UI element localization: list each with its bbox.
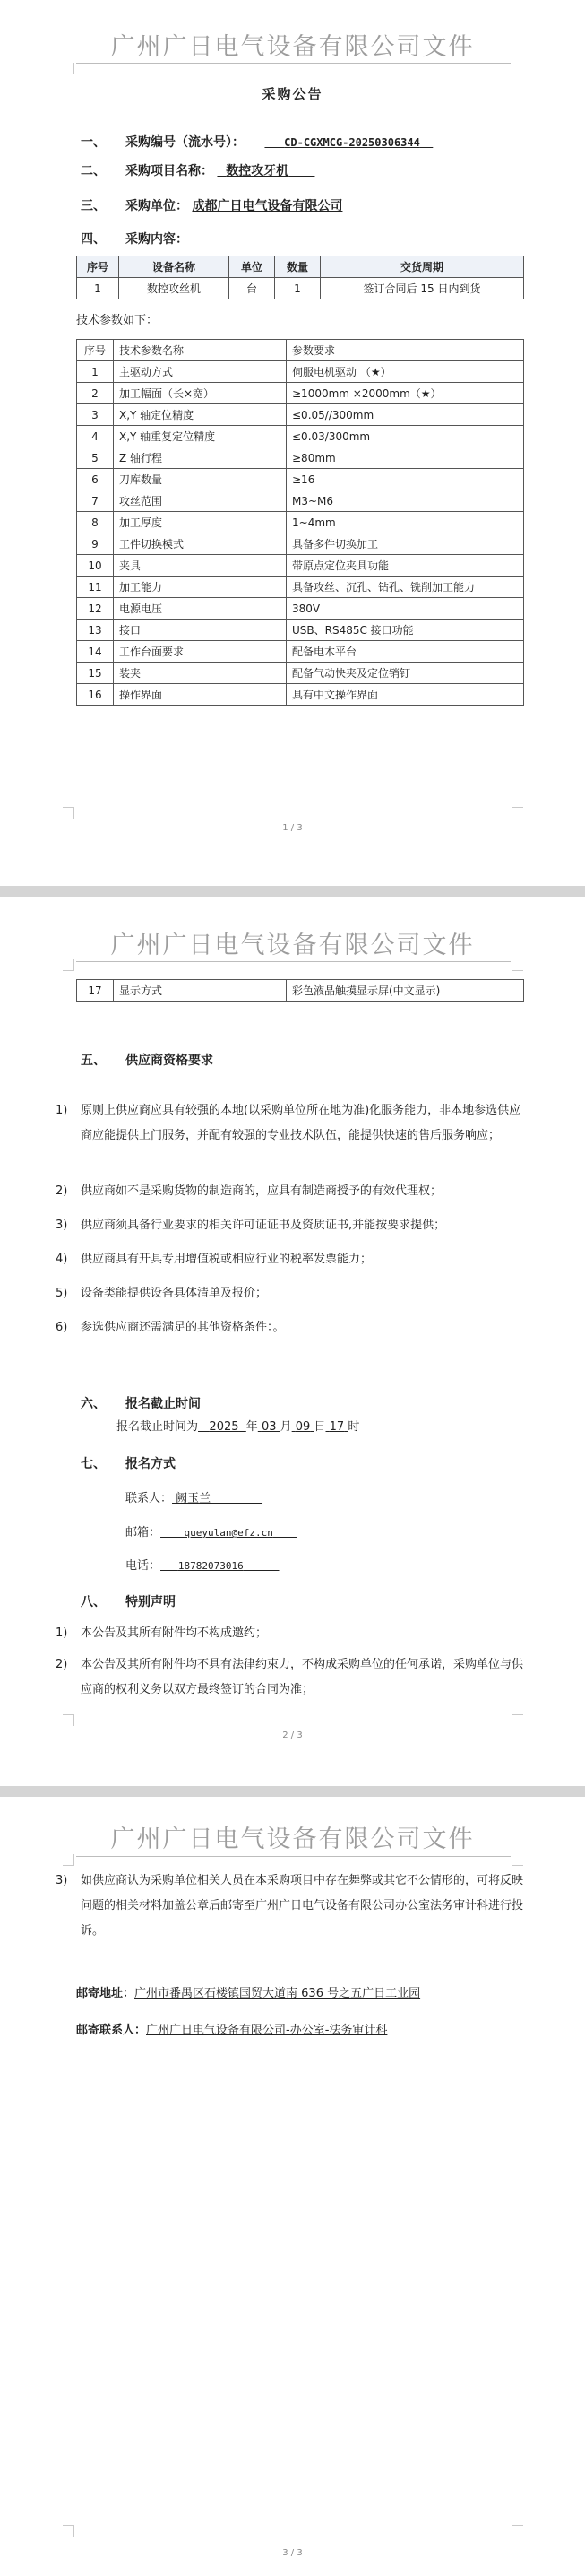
doc-header: 广州广日电气设备有限公司文件: [110, 33, 475, 61]
tech-cell: 具有中文操作界面: [287, 684, 524, 706]
mail-recipient-line: 邮寄联系人：广州广日电气设备有限公司-办公室-法务审计科: [76, 2024, 388, 2037]
tech-row: [77, 533, 524, 555]
email-line: 邮箱： queyulan@efz.cn: [125, 1526, 273, 1540]
tech-cell: USB、RS485C 接口功能: [287, 620, 524, 641]
section-special-statement: 八、 特别声明: [81, 1595, 176, 1609]
purchase-header-cell: 单位: [229, 256, 275, 278]
tech-cell: 380V: [287, 598, 524, 620]
tech-cell: 具备攻丝、沉孔、钻孔、铣削加工能力: [287, 577, 524, 598]
doc-header: 广州广日电气设备有限公司文件: [110, 932, 475, 959]
tech-row: [77, 490, 524, 512]
tech-cell: 11: [77, 577, 114, 598]
tech-cell: X,Y 轴定位精度: [114, 404, 287, 426]
tech-cell: 工件切换模式: [114, 533, 287, 555]
tech-cell: 工作台面要求: [114, 641, 287, 663]
section-registration: 七、 报名方式: [81, 1457, 176, 1471]
tech-cell: 夹具: [114, 555, 287, 577]
page-2: [0, 897, 585, 1786]
tech-cell: 电源电压: [114, 598, 287, 620]
tech-cell: M3~M6: [287, 490, 524, 512]
tech-cell: ≥1000mm ×2000mm（★）: [287, 383, 524, 404]
tech-cell: 17: [77, 980, 114, 1002]
tech-row: [77, 663, 524, 684]
mail-address-line: 邮寄地址：广州市番禺区石楼镇国贸大道南 636 号之五广日工业园: [76, 1987, 421, 2000]
phone-line: 电话： 18782073016: [125, 1559, 244, 1573]
tech-cell: Z 轴行程: [114, 447, 287, 469]
tech-row: [77, 980, 524, 1002]
header-divider: [76, 1856, 511, 1857]
section-purchase-content: 四、 采购内容：: [81, 232, 188, 247]
tech-row: [77, 620, 524, 641]
tech-cell: 显示方式: [114, 980, 287, 1002]
tech-cell: 16: [77, 684, 114, 706]
tech-header-cell: 序号: [77, 340, 114, 361]
tech-row: [77, 361, 524, 383]
deadline-line: 报名截止时间为 2025 年 03 月 09 日 17 时: [116, 1420, 360, 1434]
header-divider: [76, 961, 511, 962]
mail-address: 广州市番禺区石楼镇国贸大道南 636 号之五广日工业园: [134, 1987, 421, 2000]
tech-spec-table-continued: [76, 979, 524, 1002]
section-deadline: 六、 报名截止时间: [81, 1397, 201, 1411]
tech-cell: 3: [77, 404, 114, 426]
statement-item: 2) 本公告及其所有附件均不具有法律约束力，不构成采购单位的任何承诺，采购单位与供应商的权利义务以双方最终签订的合同为准；: [56, 1658, 524, 1696]
tech-cell: 1~4mm: [287, 512, 524, 533]
tech-cell: 加工能力: [114, 577, 287, 598]
tech-intro: 技术参数如下：: [76, 314, 159, 327]
header-divider: [76, 63, 511, 64]
phone-value: 18782073016: [177, 1560, 244, 1572]
purchase-table: [76, 256, 524, 299]
tech-cell: 加工幅面（长×宽）: [114, 383, 287, 404]
tech-row: [77, 598, 524, 620]
section-supplier-qualification: 五、 供应商资格要求: [81, 1054, 213, 1068]
page-number: 2 / 3: [282, 1730, 303, 1740]
page-number: 1 / 3: [282, 823, 303, 833]
tech-row: [77, 555, 524, 577]
tech-header-cell: 技术参数名称: [114, 340, 287, 361]
tech-cell: 13: [77, 620, 114, 641]
qualification-item: 6) 参选供应商还需满足的其他资格条件：。: [56, 1321, 285, 1334]
tech-cell: X,Y 轴重复定位精度: [114, 426, 287, 447]
tech-row: [77, 404, 524, 426]
purchase-cell: 数控攻丝机: [119, 278, 229, 299]
tech-cell: 加工厚度: [114, 512, 287, 533]
tech-row: [77, 641, 524, 663]
tech-cell: 配备电木平台: [287, 641, 524, 663]
tech-cell: 1: [77, 361, 114, 383]
qualification-item: 2) 供应商如不是采购货物的制造商的，应具有制造商授予的有效代理权；: [56, 1184, 443, 1198]
purchase-cell: 签订合同后 15 日内到货: [321, 278, 524, 299]
tech-cell: ≥80mm: [287, 447, 524, 469]
tech-cell: 主驱动方式: [114, 361, 287, 383]
page-number: 3 / 3: [282, 2548, 303, 2558]
page-title: 采购公告: [262, 86, 323, 102]
purchase-cell: 1: [275, 278, 321, 299]
qualification-item: 5) 设备类能提供设备具体清单及报价；: [56, 1287, 268, 1300]
tech-cell: 刀库数量: [114, 469, 287, 490]
contact-line: 联系人： 阙玉兰: [125, 1492, 211, 1505]
tech-row: [77, 469, 524, 490]
tech-row: [77, 383, 524, 404]
page-1: [0, 0, 585, 886]
tech-cell: 配备气动快夹及定位销钉: [287, 663, 524, 684]
statement-item: 3) 如供应商认为采购单位相关人员在本采购项目中存在舞弊或其它不公情形的，可将反映问题的相关材料加盖公章后邮寄至广州广日电气设备有限公司办公室法务审计科进行投诉。: [56, 1874, 524, 1938]
tech-row: [77, 447, 524, 469]
tech-cell: 12: [77, 598, 114, 620]
section-procurement-number: 一、 采购编号（流水号）： CD-CGXMCG-20250306344: [81, 135, 420, 150]
deadline-year: 2025: [209, 1420, 239, 1434]
tech-cell: 7: [77, 490, 114, 512]
tech-cell: 具备多件切换加工: [287, 533, 524, 555]
purchase-header-cell: 数量: [275, 256, 321, 278]
qualification-item: 4) 供应商具有开具专用增值税或相应行业的税率发票能力；: [56, 1253, 373, 1266]
deadline-hour: 17: [329, 1420, 345, 1434]
tech-cell: 彩色液晶触摸显示屏(中文显示): [287, 980, 524, 1002]
purchase-header-cell: 设备名称: [119, 256, 229, 278]
purchase-header-cell: 交货周期: [321, 256, 524, 278]
page-3: [0, 1797, 585, 2576]
tech-cell: ≤0.03/300mm: [287, 426, 524, 447]
tech-cell: ≤0.05//300mm: [287, 404, 524, 426]
tech-header-cell: 参数要求: [287, 340, 524, 361]
tech-row: [77, 577, 524, 598]
qualification-item: 3) 供应商须具备行业要求的相关许可证证书及资质证书,并能按要求提供；: [56, 1219, 446, 1232]
tech-cell: 装夹: [114, 663, 287, 684]
tech-cell: 攻丝范围: [114, 490, 287, 512]
tech-spec-table: [76, 339, 524, 706]
tech-cell: 10: [77, 555, 114, 577]
tech-cell: 6: [77, 469, 114, 490]
tech-cell: 2: [77, 383, 114, 404]
contact-name: 阙玉兰: [176, 1492, 211, 1505]
doc-header: 广州广日电气设备有限公司文件: [110, 1826, 475, 1853]
purchase-header-cell: 序号: [77, 256, 119, 278]
section-purchaser: 三、 采购单位： 成都广日电气设备有限公司: [81, 199, 343, 213]
purchase-cell: 1: [77, 278, 119, 299]
tech-row: [77, 684, 524, 706]
section-project-name: 二、 采购项目名称： 数控攻牙机: [81, 164, 289, 178]
tech-cell: 操作界面: [114, 684, 287, 706]
deadline-month: 03: [261, 1420, 277, 1434]
statement-item: 1) 本公告及其所有附件均不构成邀约；: [56, 1626, 268, 1640]
deadline-day: 09: [295, 1420, 311, 1434]
tech-cell: 5: [77, 447, 114, 469]
tech-cell: 15: [77, 663, 114, 684]
tech-cell: 伺服电机驱动 （★）: [287, 361, 524, 383]
tech-cell: 接口: [114, 620, 287, 641]
tech-cell: 9: [77, 533, 114, 555]
tech-cell: 带原点定位夹具功能: [287, 555, 524, 577]
qualification-item: 1) 原则上供应商应具有较强的本地(以采购单位所在地为准)化服务能力，非本地参选供应商应能提供上门服务，并配有较强的专业技术队伍，能提供快速的售后服务响应；: [56, 1104, 521, 1142]
mail-recipient: 广州广日电气设备有限公司-办公室-法务审计科: [146, 2024, 388, 2037]
tech-cell: 4: [77, 426, 114, 447]
tech-cell: 14: [77, 641, 114, 663]
tech-cell: 8: [77, 512, 114, 533]
email-value[interactable]: queyulan@efz.cn: [184, 1527, 273, 1539]
purchase-cell: 台: [229, 278, 275, 299]
tech-row: [77, 512, 524, 533]
tech-cell: ≥16: [287, 469, 524, 490]
tech-row: [77, 426, 524, 447]
